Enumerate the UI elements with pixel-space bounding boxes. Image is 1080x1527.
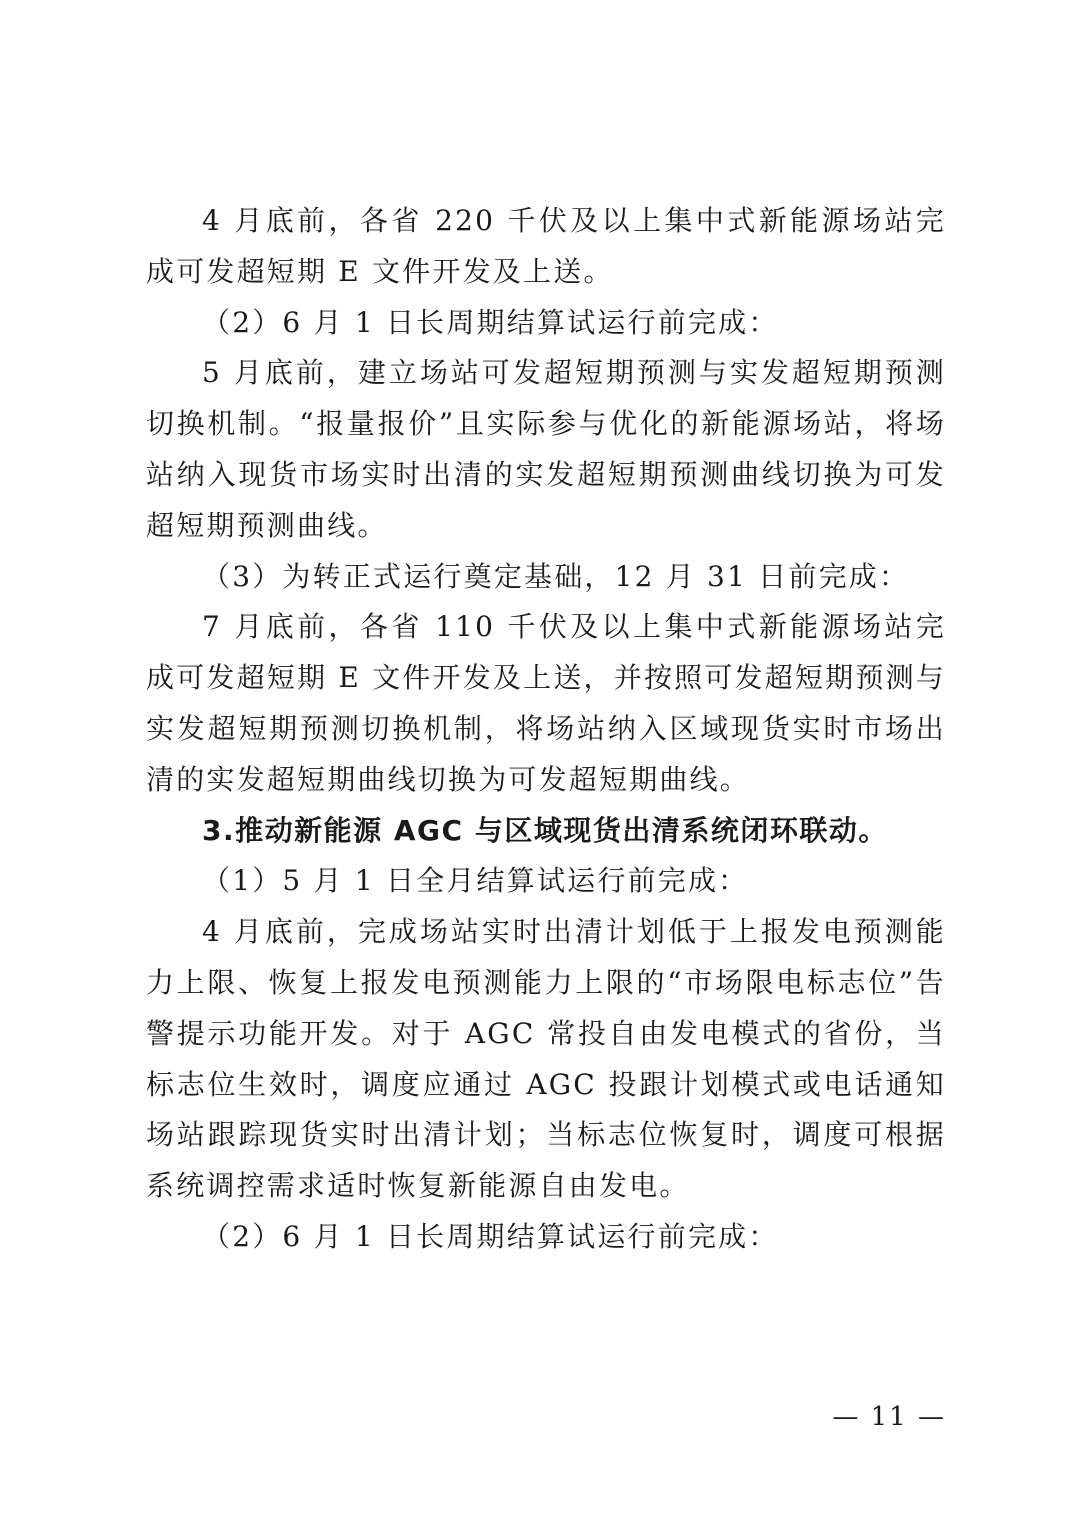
paragraph-market-flag: 4 月底前，完成场站实时出清计划低于上报发电预测能力上限、恢复上报发电预测能力上限的“市场限电标志位”告警提示功能开发。对于 AGC 常投自由发电模式的省份，当标志位生效时，调度应通过 AGC 投跟计划模式或电话通知场站跟踪现货实时出清计划；当标志位恢复时，调度可根据系统调控需求适时恢复新能源自由发电。 [146,915,946,1203]
paragraph-july-deadline: 7 月底前，各省 110 千伏及以上集中式新能源场站完成可发超短期 E 文件开发及上送，并按照可发超短期预测与实发超短期预测切换机制，将场站纳入区域现货实时市场出清的实发超短期曲线切换为可发超短期曲线。 [146,610,946,796]
page-number: — 11 — [832,1402,946,1432]
paragraph-subheading-dec-31: （3）为转正式运行奠定基础，12 月 31 日前完成： [202,559,910,593]
paragraph-subheading-june-1: （2）6 月 1 日长周期结算试运行前完成： [202,305,779,339]
paragraph-subheading-june-1-second: （2）6 月 1 日长周期结算试运行前完成： [202,1219,779,1253]
paragraph-subheading-may-1: （1）5 月 1 日全月结算试运行前完成： [202,864,749,898]
section-heading-agc: 3.推动新能源 AGC 与区域现货出清系统闭环联动。 [202,813,888,847]
paragraph-switch-mechanism: 5 月底前，建立场站可发超短期预测与实发超短期预测切换机制。“报量报价”且实际参与优化的新能源场站，将场站纳入现货市场实时出清的实发超短期预测曲线切换为可发超短期预测曲线。 [146,356,946,542]
paragraph-e-file-deadline: 4 月底前，各省 220 千伏及以上集中式新能源场站完成可发超短期 E 文件开发及上送。 [146,204,946,288]
document-body [146,196,946,1263]
